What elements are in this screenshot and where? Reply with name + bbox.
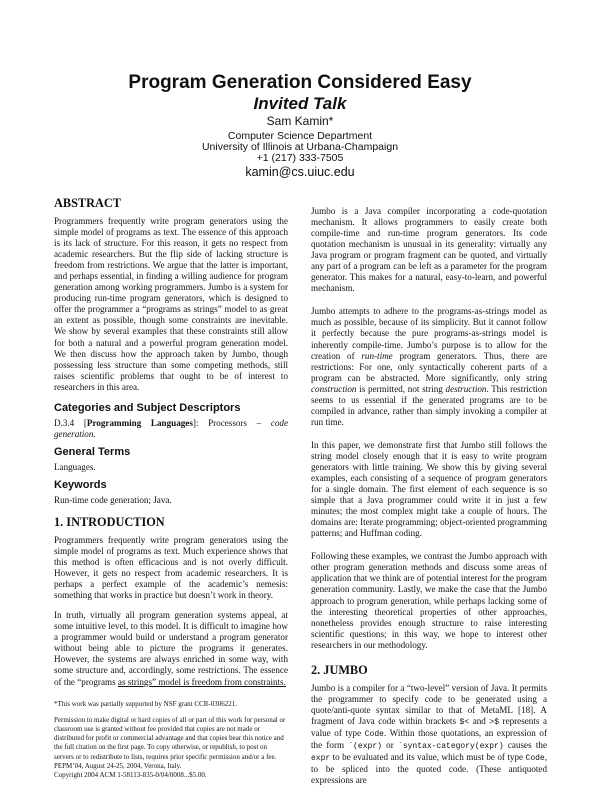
p5-part-e: or (381, 739, 399, 750)
categories-prefix: D.3.4 [ (54, 417, 87, 428)
author-dept: Computer Science Department (227, 130, 373, 142)
categories-middle: ]: Processors – (192, 417, 271, 428)
p2-emph-destruction: destruction (445, 383, 487, 394)
left-column (54, 196, 288, 780)
p5-code-syntax: `syntax-category(expr) (398, 741, 504, 751)
right-paragraph-1: Jumbo is a Java compiler incorporating a code-quotation mechanism. It allows programmers to easily create both compile-time and run-time program generators. Its code quotation mechanism is unusual in its generality: virtually any Java program or program fragment can be quoted, and virtually any part of a program can be left as a parameter for the program generator. This makes for a natural, easy-to-learn, and powerful mechanism. (311, 206, 547, 294)
terms-heading: General Terms (54, 445, 131, 458)
p2-emph-construction: construction (311, 383, 357, 394)
keywords-heading: Keywords (54, 478, 107, 491)
author-phone: +1 (217) 333-7505 (256, 152, 344, 164)
abstract-heading: ABSTRACT (54, 196, 121, 210)
keywords-text: Run-time code generation; Java. (54, 494, 172, 505)
jumbo-heading: 2. JUMBO (311, 662, 368, 677)
p2-part-c: is permitted, not string (356, 383, 446, 394)
p2-part-d: . This restriction seems to us essential if the generated programs are to be compiled in advance, rather than simply invoking a compiler at run time. (311, 383, 547, 427)
categories-heading: Categories and Subject Descriptors (54, 401, 241, 414)
abstract-text: Programmers frequently write program generators using the simple model of programs as text. The essence of this approach is its lack of structure. For this reason, it gets no respect from academic researchers. But the flip side of lacking structure is freedom from restrictions. We argue that the latter is important, and perhaps essential, in finding a willing audience for program generation among working programmers. Jumbo is a system for producing run-time program generators, which is designed to offer the programmer a “programs as strings” model to as great an extent as possible, though some constraints are inevitable. We show by several examples that these constraints still allow for both a natural and a powerful program generation model. We then discuss how the approach taken by Jumbo, though possessing less structure than some competing methods, still raises scientific problems that ought to be of interest to researchers in this area. (54, 216, 288, 392)
p5-code-open: $< (459, 717, 470, 727)
author-email: kamin@cs.uiuc.edu (245, 165, 355, 179)
p5-part-d: . Within those quotations, an expression of the form (311, 727, 547, 750)
p5-part-b: and (469, 715, 490, 726)
p5-code-close: >$ (489, 717, 499, 727)
p2-emph-runtime: run-time (361, 350, 393, 361)
p5-code-expr: expr (311, 754, 331, 764)
author-university: University of Illinois at Urbana-Champaign (201, 141, 399, 153)
p5-part-f: causes the (503, 739, 547, 750)
footnotes (54, 700, 288, 781)
p5-code-type-2: Code (525, 754, 545, 764)
terms-text: Languages. (54, 461, 96, 472)
intro-paragraph-2-body: In truth, virtually all program generation systems appeal, at some intuitive level, to this model. It is difficult to imagine how a programmer would build or understand a program generator without being able to picture the programs it generates. However, the systems are always enriched in some way, with some structure and, accordingly, some restrictions. The essence of the “programs (54, 610, 288, 687)
paper-subtitle: Invited Talk (253, 94, 347, 113)
footnote-copyright: Copyright 2004 ACM 1-58113-835-0/04/0008...$5.00. (54, 770, 207, 779)
paper-title: Program Generation Considered Easy (128, 72, 472, 93)
footnote-venue: PEPM’04, August 24-25, 2004, Verona, Italy. (54, 761, 182, 770)
categories-italic: code generation. (54, 417, 288, 439)
intro-paragraph-2-end: as strings” model is freedom from constraints. (117, 676, 286, 687)
author-name: Sam Kamin* (266, 114, 334, 128)
categories-bold: Programming Languages (86, 417, 193, 428)
categories-text (54, 418, 288, 440)
p5-code-antiquote: `(expr) (348, 741, 382, 751)
p5-part-a: Jumbo is a compiler for a “two-level” version of Java. It permits the programmer to specify code to be generated using a quote/anti-quote syntax similar to that of MetaML [18]. A fragment of Java code within brackets (311, 682, 547, 726)
intro-heading: 1. INTRODUCTION (54, 514, 165, 529)
p5-part-g: to be evaluated and its value, which must be of type (330, 752, 526, 763)
p5-part-c: represents a value of type (311, 715, 547, 738)
right-paragraph-2 (311, 306, 547, 428)
right-paragraph-3: In this paper, we demonstrate first that Jumbo still follows the string model closely enough that it is easy to write program generators with little training. We show this by giving several examples, each consisting of a sequence of program generators for a single domain. The first element of each sequence is so simple that a Java programmer could write it in just a few minutes; the most complex might take a couple of hours. The domains are: Iterate programming; object-oriented programming patterns; and Huffman coding. (311, 439, 547, 539)
p2-part-a: Jumbo attempts to adhere to the programs-as-strings model as much as possible, because of its simplicity. But it cannot follow it perfectly because the pure programs-as-strings model is inherently compile-time. Jumbo’s purpose is to allow for the creation of (311, 306, 547, 361)
p2-part-b: program generators. Thus, there are restrictions: For one, only syntactically coherent parts of a program can be abstracted. More significantly, only string (311, 350, 548, 383)
right-column (311, 206, 547, 786)
intro-paragraph-2 (54, 610, 288, 687)
p5-code-type: Code (364, 729, 384, 739)
right-paragraph-5 (311, 683, 547, 786)
footnote-support: *This work was partially supported by NSF grant CCR-0306221. (54, 699, 237, 708)
intro-paragraph-1: Programmers frequently write program generators using the simple model of programs as text. Much experience shows that this method is often efficacious and is not overly difficult. However, it gets no respect from academic researchers. It is perhaps a perfect example of the academic’s nemesis: something that works in practice but doesn’t work in theory. (54, 534, 288, 601)
p5-part-h: , to be spliced into the quoted code. (These antiquoted expressions are (311, 752, 547, 786)
right-paragraph-4: Following these examples, we contrast the Jumbo approach with other program generation methods and discuss some areas of application that we think are of potential interest for the program generation community. Lastly, we make the case that the Jumbo approach to program generation, while perhaps lacking some of the interesting theoretical properties of other approaches, nonetheless provides enough structure to raise interesting scientific questions; in this way, we hope to interest other researchers in our methodology. (311, 551, 547, 650)
footnote-permission: Permission to make digital or hard copies of all or part of this work for personal or classroom use is granted without fee provided that copies are not made or distributed for profit or commercial advantage and that copies bear this notice and the full citation on the first page. To copy otherwise, or republish, to post on servers or to redistribute to lists, requires prior specific permission and/or a fee. (54, 715, 286, 761)
